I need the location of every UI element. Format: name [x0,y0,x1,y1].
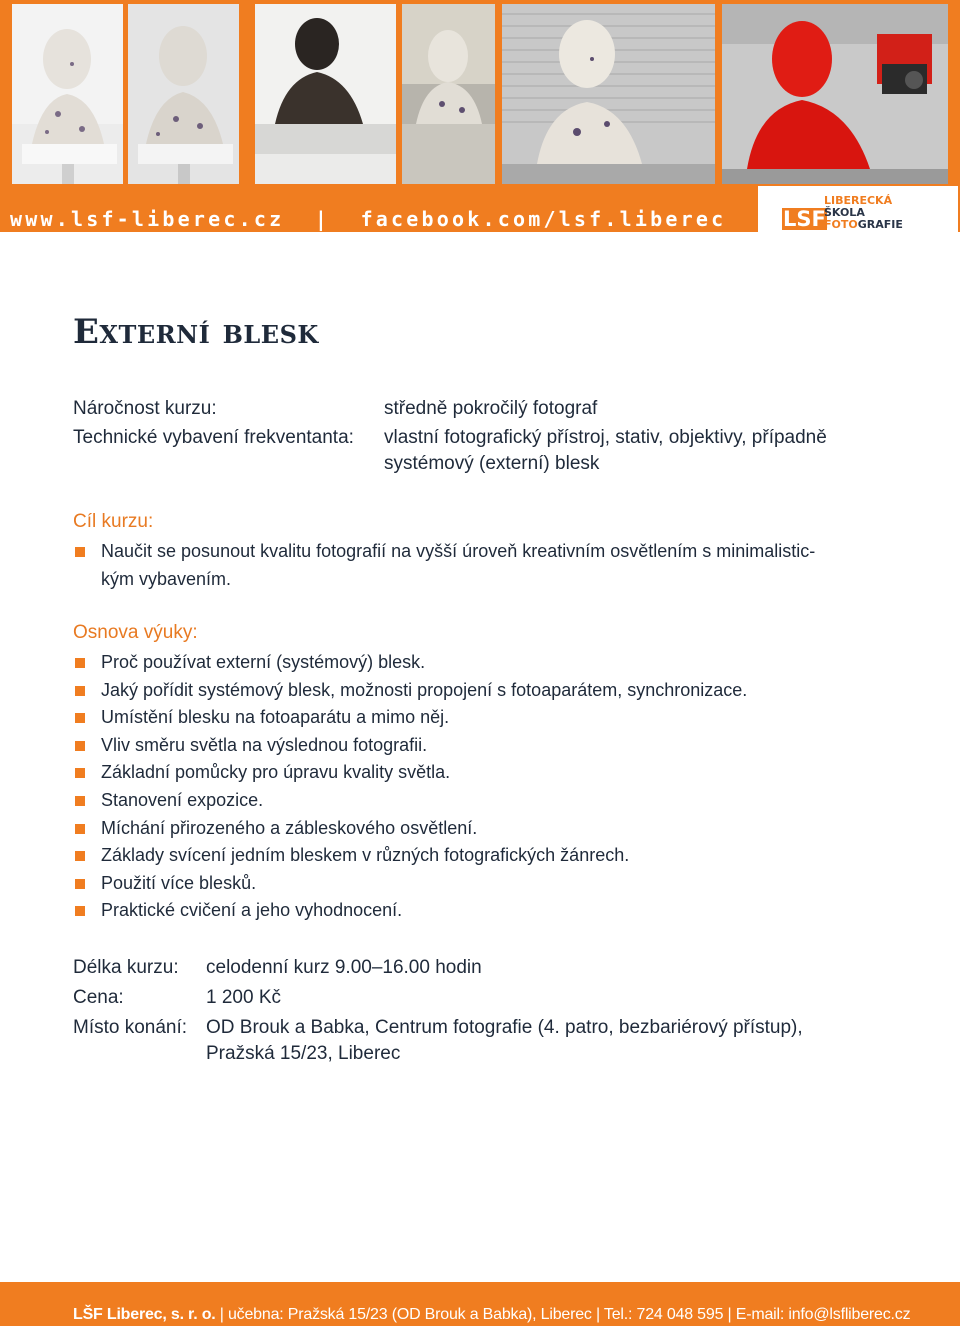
logo-wordmark [824,195,903,231]
page-title: Externí blesk [73,312,319,352]
syllabus-heading: Osnova výuky: [73,622,198,643]
difficulty-value: středně pokročilý fotograf [384,398,598,419]
syllabus-item [75,759,747,787]
footer-email[interactable]: E-mail: info@lsfliberec.cz [735,1306,911,1323]
bust-photo-front-light [12,4,123,184]
equipment-value-line-2: systémový (externí) blesk [384,453,600,474]
syllabus-item [75,815,747,843]
syllabus-item-text: Použití více blesků. [101,872,257,893]
lsf-logo [758,186,958,234]
price-value: 1 200 Kč [206,987,281,1008]
bust-photo-blinds [502,4,715,184]
syllabus-item-text: Vliv směru světla na výslednou fotografii. [101,734,428,755]
bust-photo-window [402,4,495,184]
website-link[interactable]: www.lsf-liberec.cz [10,207,285,231]
syllabus-item-text: Základní pomůcky pro úpravu kvality světla. [101,762,451,783]
equipment-value-line-1: vlastní fotografický přístroj, stativ, objektivy, případně [384,427,827,448]
syllabus-item [75,732,747,760]
syllabus-item-text: Praktické cvičení a jeho vyhodnocení. [101,900,403,921]
bullet-square-icon [75,796,85,806]
goal-line-1: Naučit se posunout kvalitu fotografií na vyšší úroveň kreativním osvětlením s minimalistic- [101,541,816,561]
footer-company: LŠF Liberec, s. r. o. [73,1306,216,1323]
footer-phone[interactable]: Tel.: 724 048 595 [603,1306,724,1323]
venue-line-1: OD Brouk a Babka, Centrum fotografie (4. patro, bezbariérový přístup), [206,1017,803,1038]
syllabus-item [75,870,747,898]
bullet-square-icon [75,741,85,751]
bust-photo-backlit [255,4,396,184]
goal-line-2: kým vybavením. [101,568,232,589]
logo-line-3 [824,219,903,231]
logo-line-2: ŠKOLA [824,206,865,219]
footer-sep: | [595,1306,600,1323]
syllabus-item [75,787,747,815]
goal-heading: Cíl kurzu: [73,511,154,532]
logo-mark: LSF [783,207,826,231]
bullet-square-icon [75,851,85,861]
syllabus-item-text: Stanovení expozice. [101,789,264,810]
bullet-square-icon [75,713,85,723]
syllabus-item-text: Umístění blesku na fotoaparátu a mimo něj. [101,707,450,728]
bullet-square-icon [75,879,85,889]
bullet-square-icon [75,768,85,778]
goal-list [75,538,815,593]
syllabus-item [75,677,747,705]
price-label: Cena: [73,987,124,1008]
syllabus-item [75,649,747,677]
header-separator: | [314,207,331,231]
syllabus-item [75,842,747,870]
logo-line-1: LIBERECKÁ [824,194,893,207]
bullet-square-icon [75,824,85,834]
bullet-square-icon [75,547,85,557]
footer-text [73,1306,910,1324]
bullet-square-icon [75,686,85,696]
bullet-square-icon [75,658,85,668]
venue-label: Místo konání: [73,1017,188,1038]
bullet-square-icon [75,906,85,916]
syllabus-item [75,897,747,925]
header-links [10,207,726,231]
logo-line-3a: FOTO [824,218,858,231]
syllabus-item-text: Proč používat externí (systémový) blesk. [101,652,426,672]
syllabus-item-text: Základy svícení jedním bleskem v různých fotografických žánrech. [101,845,630,866]
equipment-label: Technické vybavení frekventanta: [73,427,354,448]
syllabus-item-text: Míchání přirozeného a zábleskového osvětlení. [101,817,478,838]
syllabus-item [75,704,747,732]
venue-line-2: Pražská 15/23, Liberec [206,1043,401,1064]
difficulty-label: Náročnost kurzu: [73,398,217,419]
duration-label: Délka kurzu: [73,957,179,978]
logo-line-3b: GRAFIE [857,218,903,231]
syllabus-list [75,649,747,925]
bust-photo-side-light [128,4,239,184]
duration-value: celodenní kurz 9.00–16.00 hodin [206,957,482,978]
facebook-link[interactable]: facebook.com/lsf.liberec [360,207,727,231]
footer-classroom: učebna: Pražská 15/23 (OD Brouk a Babka), Liberec [227,1306,592,1323]
footer-sep: | [219,1306,224,1323]
bust-photo-red-gel [722,4,948,184]
footer-sep: | [727,1306,732,1323]
header-banner [0,0,960,232]
goal-item [75,538,815,593]
syllabus-item-text: Jaký pořídit systémový blesk, možnosti propojení s fotoaparátem, synchronizace. [101,679,748,700]
